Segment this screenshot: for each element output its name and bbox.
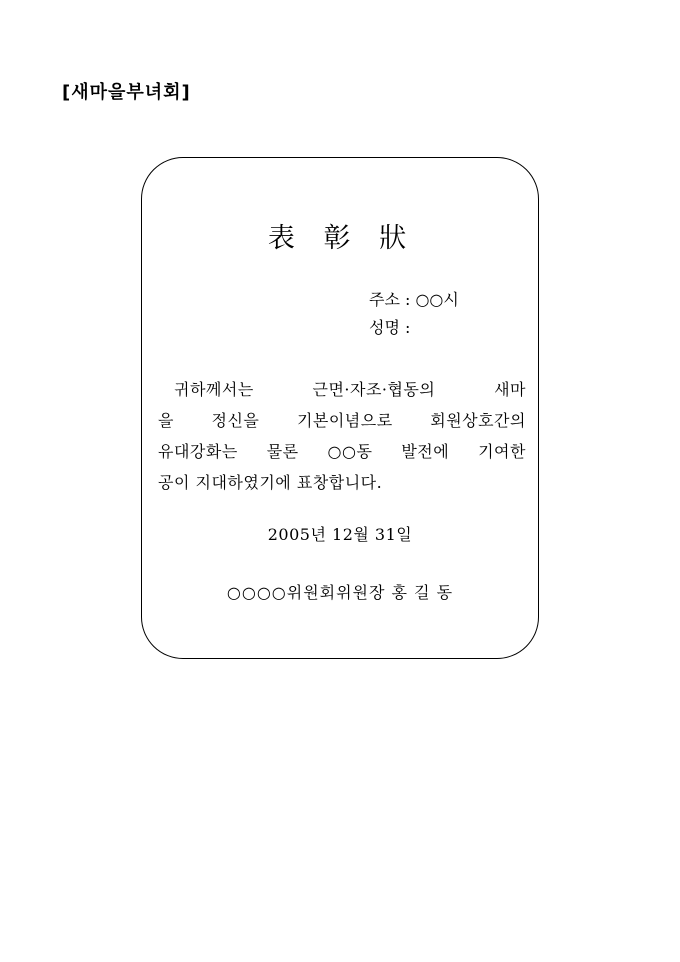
citation-word: 회원상호간의 — [430, 411, 526, 430]
citation-word: 기본이념으로 — [296, 411, 393, 430]
citation-word: 근면·자조·협동의 — [312, 380, 436, 399]
citation-word: 새마 — [494, 380, 526, 399]
citation-word: 정신을 — [211, 411, 260, 430]
award-date: 2005년 12월 31일 — [267, 525, 413, 544]
citation-text — [158, 374, 526, 498]
document-header: [새마을부녀회] — [62, 82, 191, 103]
citation-word: 공이 지대하였기에 표창합니다. — [158, 473, 383, 492]
certificate-title: 表 彰 狀 — [267, 223, 417, 254]
name-line: 성명 : — [369, 318, 411, 337]
address-line: 주소 : ○○시 — [369, 290, 459, 309]
citation-word: 을 — [158, 411, 174, 430]
citation-word: ○○동 — [327, 442, 373, 461]
citation-word: 발전에 — [401, 442, 450, 461]
citation-line-2 — [158, 405, 526, 436]
citation-word: 귀하께서는 — [174, 380, 254, 399]
citation-line-1 — [158, 374, 526, 405]
certificate-frame — [141, 157, 539, 659]
citation-word: 물론 — [266, 442, 299, 461]
signer-line: ○○○○위원회위원장 홍 길 동 — [226, 583, 454, 602]
recipient-info — [369, 286, 459, 342]
citation-word: 유대강화는 — [158, 442, 238, 461]
citation-word: 기여한 — [478, 442, 526, 461]
citation-line-3 — [158, 436, 526, 467]
citation-line-4 — [158, 467, 526, 498]
